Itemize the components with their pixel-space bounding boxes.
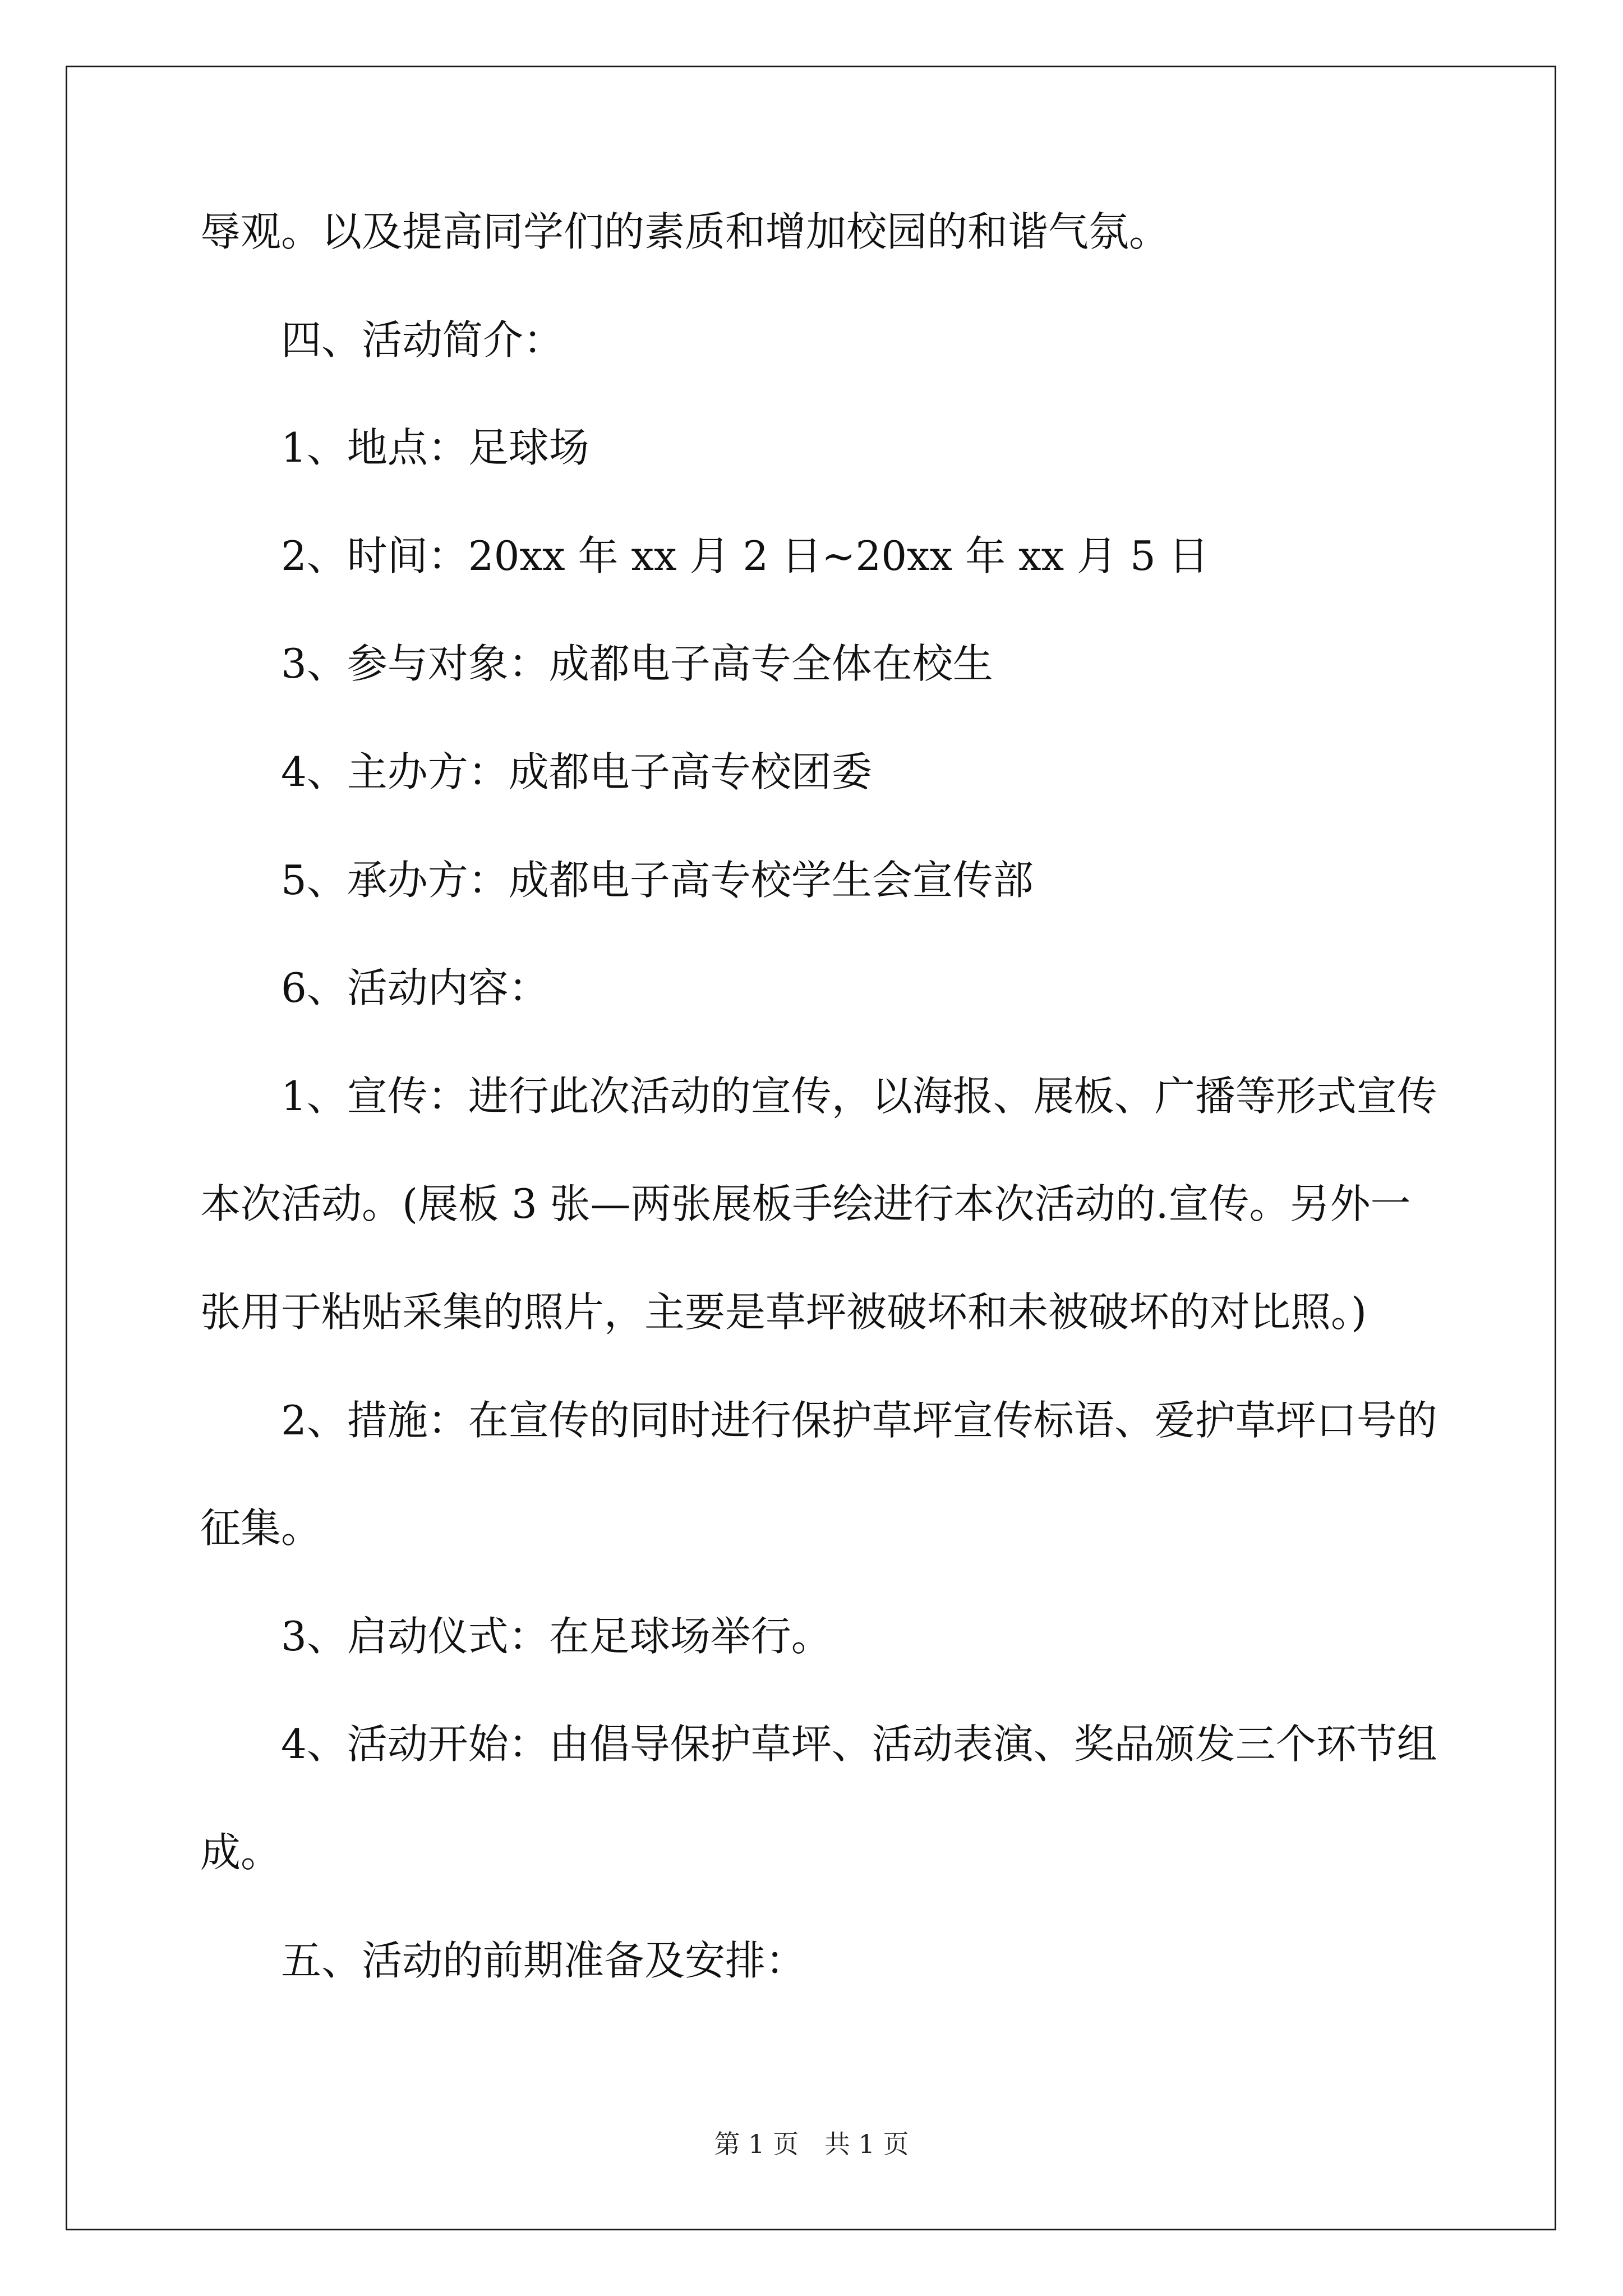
text-line: 张用于粘贴采集的照片，主要是草坪被破坏和未被破坏的对比照。): [200, 1289, 1367, 1336]
text-line: 2、措施：在宣传的同时进行保护草坪宣传标语、爱护草坪口号的: [281, 1397, 1437, 1444]
section-heading: 四、活动简介：: [281, 316, 564, 364]
text-line: 1、地点：足球场: [281, 424, 589, 471]
text-line: 5、承办方：成都电子高专校学生会宣传部: [281, 857, 1034, 904]
text-line: 1、宣传：进行此次活动的宣传，以海报、展板、广播等形式宣传: [281, 1073, 1437, 1120]
text-line: 3、启动仪式：在足球场举行。: [281, 1613, 832, 1660]
text-line: 4、主办方：成都电子高专校团委: [281, 748, 872, 795]
text-line: 6、活动内容：: [281, 964, 549, 1011]
text-line: 成。: [200, 1829, 282, 1876]
page-border: [66, 66, 1556, 2230]
text-line: 3、参与对象：成都电子高专全体在校生: [281, 640, 993, 687]
text-line: 征集。: [200, 1504, 322, 1552]
text-line: 4、活动开始：由倡导保护草坪、活动表演、奖品颁发三个环节组: [281, 1720, 1437, 1768]
text-line: 辱观。以及提高同学们的素质和增加校园的和谐气氛。: [200, 208, 1170, 255]
text-line: 本次活动。(展板 3 张—两张展板手绘进行本次活动的.宣传。另外一: [200, 1180, 1411, 1227]
text-line: 2、时间：20xx 年 xx 月 2 日~20xx 年 xx 月 5 日: [281, 532, 1209, 579]
page-number-footer: 第 1 页 共 1 页: [714, 2129, 909, 2159]
section-heading: 五、活动的前期准备及安排：: [281, 1937, 806, 1984]
